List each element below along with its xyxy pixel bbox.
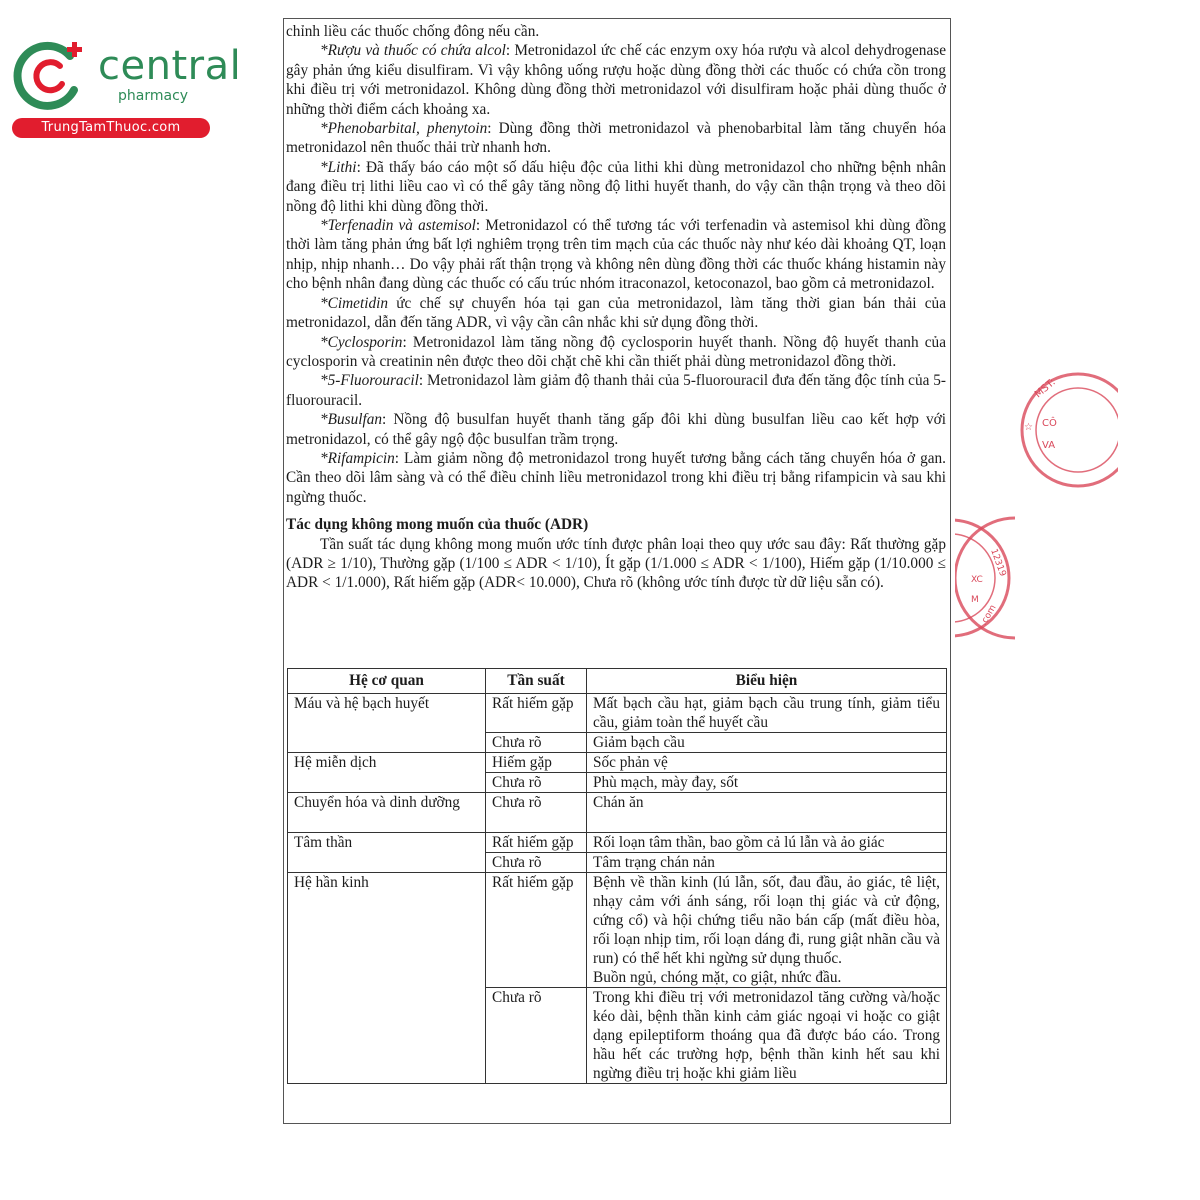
paragraph: *Rượu và thuốc có chứa alcol: Metronidazol ức chế các enzym oxy hóa rượu và alcol dehydrogenase gây phản ứng kiểu disulfiram. Vì vậy không uống rượu hoặc dùng đồng thời các thuốc có chứa cồn trong khi điều trị với metronidazol. Không dùng đồng thời metronidazol với disulfiram hoặc phải dùng thuốc ở những thời điểm cách khoảng xa. [286, 42, 946, 118]
paragraph: *Lithi: Đã thấy báo cáo một số dấu hiệu độc của lithi khi dùng metronidazol cho những bệnh nhân đang điều trị lithi liều cao vì có thể gây tăng nồng độ lithi huyết thanh, do vậy cần thận trọng và theo dõi nồng độ lithi khi dùng đồng thời. [286, 158, 946, 215]
svg-text:☆: ☆ [1024, 422, 1033, 433]
effect-text: Bệnh về thần kinh (lú lẫn, sốt, đau đầu, ảo giác, tê liệt, nhạy cảm với ánh sáng, rối loạn thị giác và cử động, cứng cổ) và hội chứng tiểu não bán cấp (mất điều hòa, rối loạn nhịp tim, rối loạn dáng đi, rung giật nhãn cầu và run) có thể hết khi ngừng sử dụng thuốc. [593, 874, 940, 967]
column-header: Biểu hiện [587, 669, 947, 694]
svg-text:CÔ: CÔ [1042, 418, 1057, 429]
column-header: Hệ cơ quan [288, 669, 486, 694]
column-header: Tần suất [486, 669, 587, 694]
frequency-cell: Chưa rõ [486, 988, 587, 1084]
paragraph: *Busulfan: Nồng độ busulfan huyết thanh tăng gấp đôi khi dùng busulfan liều cao kết hợp với metronidazol, có thể gây ngộ độc busulfan trầm trọng. [286, 411, 946, 448]
paragraph: *Cyclosporin: Metronidazol làm tăng nồng độ cyclosporin huyết thanh. Nồng độ huyết thanh của cyclosporin và creatinin nên được theo dõi chặt chẽ khi cần thiết phải dùng metronidazol đồng thời. [286, 333, 946, 370]
organ-cell: Chuyển hóa và dinh dưỡng [288, 793, 486, 833]
svg-text:VA: VA [1042, 440, 1056, 451]
adr-table [287, 668, 947, 1084]
central-pharmacy-logo [12, 36, 242, 136]
svg-text:.com: .com [978, 603, 999, 628]
table-header-row [288, 669, 947, 694]
effect-cell: Rối loạn tâm thần, bao gồm cả lú lẫn và ảo giác [587, 833, 947, 853]
organ-cell: Máu và hệ bạch huyết [288, 694, 486, 753]
paragraph: *Phenobarbital, phenytoin: Dùng đồng thời metronidazol và phenobarbital làm tăng chuyển hóa metronidazol nên thuốc thải trừ nhanh hơn. [286, 120, 946, 157]
paragraph-term: *Rượu và thuốc có chứa alcol [320, 42, 506, 60]
table-row [288, 873, 947, 988]
organ-cell: Hệ miễn dịch [288, 753, 486, 793]
paragraph-term: *Cimetidin [320, 294, 388, 312]
effect-cell: Tâm trạng chán nản [587, 853, 947, 873]
brand-subtitle: pharmacy [118, 88, 189, 104]
company-stamp-seal [955, 510, 1025, 645]
company-stamp-seal [1008, 368, 1118, 498]
paragraph: *5-Fluorouracil: Metronidazol làm giảm độ thanh thải của 5-fluorouracil đưa đến tăng độc tính của 5-fluorouracil. [286, 372, 946, 409]
paragraph-term: *Lithi [320, 158, 357, 176]
frequency-cell: Rất hiếm gặp [486, 833, 587, 853]
effect-cell: Phù mạch, mày đay, sốt [587, 773, 947, 793]
table-row [288, 753, 947, 773]
svg-text:MST:: MST: [1032, 376, 1058, 401]
paragraph-term: *Rifampicin [320, 449, 395, 467]
paragraph-term: *5-Fluorouracil [320, 372, 419, 390]
frequency-cell: Rất hiếm gặp [486, 694, 587, 733]
paragraph-term: *Terfenadin và astemisol [320, 217, 476, 235]
brand-name: central [98, 43, 242, 89]
brand-url: TrungTamThuoc.com [12, 118, 210, 138]
paragraph: *Terfenadin và astemisol: Metronidazol có thể tương tác với terfenadin và astemisol khi dùng đồng thời làm tăng phản ứng bất lợi nghiêm trọng trên tim mạch của các thuốc này như kéo dài khoảng QT, loạn nhịp, nhịp nhanh… Do vậy phải rất thận trọng và không nên dùng đồng thời các thuốc kháng histamin này cho bệnh nhân đang dùng các thuốc có cấu trúc nhóm itraconazol, ketoconazol, bao gồm cả metronidazol. [286, 217, 946, 293]
effect-cell: Chán ăn [587, 793, 947, 833]
effect-cell: Giảm bạch cầu [587, 733, 947, 753]
organ-cell: Hệ hần kinh [288, 873, 486, 1084]
svg-text:XC: XC [971, 575, 983, 585]
paragraph: *Rifampicin: Làm giảm nồng độ metronidazol trong huyết tương bằng cách tăng chuyển hóa ở gan. Cần theo dõi lâm sàng và có thể điều chỉnh liều metronidazol trong khi điều trị bằng rifampicin và sau khi ngừng thuốc. [286, 449, 946, 506]
adr-intro: Tần suất tác dụng không mong muốn ước tính được phân loại theo quy ước sau đây: Rất thường gặp (ADR ≥ 1/10), Thường gặp (1/100 ≤ ADR < 1/10), Ít gặp (1/1.000 ≤ ADR < 1/100), Hiếm gặp (1/10.000 ≤ ADR < 1/1.000), Rất hiếm gặp (ADR< 10.000), Chưa rõ (không ước tính được từ dữ liệu sẵn có). [286, 535, 946, 592]
table-row [288, 694, 947, 733]
effect-text: Buồn ngủ, chóng mặt, co giật, nhức đầu. [593, 969, 842, 986]
effect-cell: Mất bạch cầu hạt, giảm bạch cầu trung tính, giảm tiểu cầu, giảm toàn thể huyết cầu [587, 694, 947, 733]
svg-text:12319: 12319 [988, 547, 1008, 578]
frequency-cell: Rất hiếm gặp [486, 873, 587, 988]
paragraph-term: *Cyclosporin [320, 333, 403, 351]
table-row [288, 793, 947, 833]
svg-text:M: M [971, 595, 979, 605]
document-body [286, 22, 946, 593]
frequency-cell: Chưa rõ [486, 853, 587, 873]
section-title: Tác dụng không mong muốn của thuốc (ADR) [286, 516, 589, 534]
frequency-cell: Hiếm gặp [486, 753, 587, 773]
effect-cell: Trong khi điều trị với metronidazol tăng cường và/hoặc kéo dài, bệnh thần kinh cảm giác ngoại vi hoặc co giật dạng epileptiform thoáng qua đã được báo cáo. Trong hầu hết các trường hợp, bệnh thần kinh hết sau khi ngừng điều trị hoặc khi giảm liều [587, 988, 947, 1084]
organ-cell: Tâm thần [288, 833, 486, 873]
effect-cell [587, 873, 947, 988]
pharmacy-logo-icon [12, 36, 92, 116]
effect-cell: Sốc phản vệ [587, 753, 947, 773]
frequency-cell: Chưa rõ [486, 773, 587, 793]
frequency-cell: Chưa rõ [486, 733, 587, 753]
paragraph-term: *Busulfan [320, 411, 383, 429]
paragraph-term: *Phenobarbital, phenytoin [320, 120, 488, 138]
paragraph: *Cimetidin ức chế sự chuyển hóa tại gan của metronidazol, làm tăng thời gian bán thải của metronidazol, dẫn đến tăng ADR, vì vậy cần cân nhắc khi sử dụng đồng thời. [286, 294, 946, 332]
table-row [288, 833, 947, 853]
paragraph: chỉnh liều các thuốc chống đông nếu cần. [286, 23, 540, 40]
frequency-cell: Chưa rõ [486, 793, 587, 833]
